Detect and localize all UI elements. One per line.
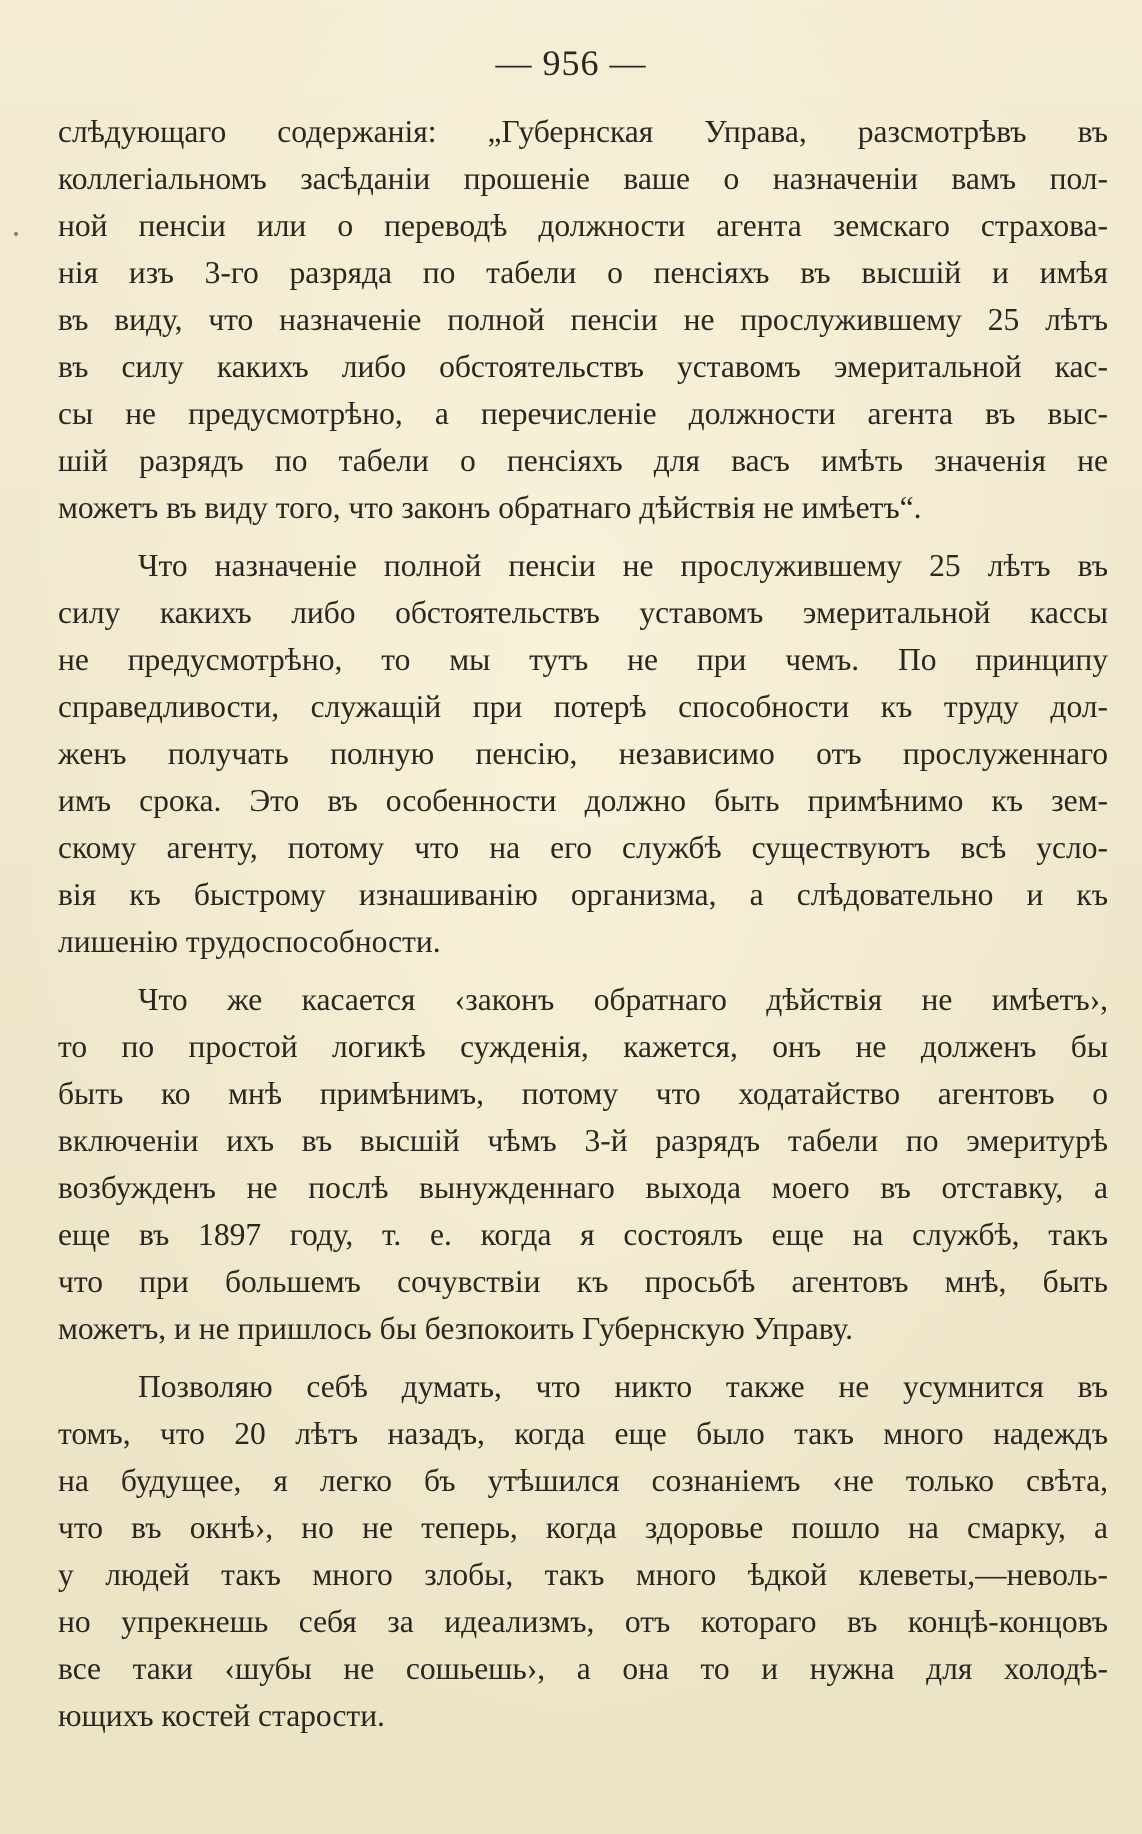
text-line: нія изъ 3-го разряда по табели о пенсіяхъ въ высшій и имѣя: [58, 255, 1108, 290]
text-line: у людей такъ много злобы, такъ много ѣдкой клеветы,—неволь-: [58, 1557, 1108, 1592]
text-line: справедливости, служащій при потерѣ способности къ труду дол-: [58, 689, 1108, 724]
text-line: Что назначеніе полной пенсіи не прослужившему 25 лѣтъ въ: [138, 548, 1108, 583]
text-line: слѣдующаго содержанія: „Губернская Управа, разсмотрѣвъ въ: [58, 114, 1108, 149]
text-line: быть ко мнѣ примѣнимъ, потому что ходатайство агентовъ о: [58, 1076, 1108, 1111]
text-line: Что же касается ‹законъ обратнаго дѣйствія не имѣетъ›,: [138, 982, 1108, 1017]
text-line: въ силу какихъ либо обстоятельствъ уставомъ эмеритальной кас-: [58, 349, 1108, 384]
text-line: все таки ‹шубы не сошьешь›, а она то и нужна для холодѣ-: [58, 1651, 1108, 1686]
paragraph-4: [58, 1363, 1108, 1739]
text-line: томъ, что 20 лѣтъ назадъ, когда еще было такъ много надеждъ: [58, 1416, 1108, 1451]
text-line: что въ окнѣ›, но не теперь, когда здоровье пошло на смарку, а: [58, 1510, 1108, 1545]
text-line: ющихъ костей старости.: [58, 1698, 385, 1733]
text-line: силу какихъ либо обстоятельствъ уставомъ эмеритальной кассы: [58, 595, 1108, 630]
text-line: женъ получать полную пенсію, независимо отъ прослуженнаго: [58, 736, 1108, 771]
text-line: лишенію трудоспособности.: [58, 924, 441, 959]
text-line: включеніи ихъ въ высшій чѣмъ 3-й разрядъ табели по эмеритурѣ: [58, 1123, 1108, 1158]
text-line: еще въ 1897 году, т. е. когда я состоялъ еще на службѣ, такъ: [58, 1217, 1108, 1252]
text-line: въ виду, что назначеніе полной пенсіи не прослужившему 25 лѣтъ: [58, 302, 1108, 337]
text-line: шій разрядъ по табели о пенсіяхъ для васъ имѣть значенія не: [58, 443, 1108, 478]
text-line: можетъ въ виду того, что законъ обратнаго дѣйствія не имѣетъ“.: [58, 490, 922, 525]
text-line: Позволяю себѣ думать, что никто также не усумнится въ: [138, 1369, 1108, 1404]
text-line: на будущее, я легко бъ утѣшился сознаніемъ ‹не только свѣта,: [58, 1463, 1108, 1498]
paragraph-3: [58, 976, 1108, 1352]
text-line: коллегіальномъ засѣданіи прошеніе ваше о назначеніи вамъ пол-: [58, 161, 1108, 196]
paragraph-2: [58, 542, 1108, 965]
text-line: ной пенсіи или о переводѣ должности агента земскаго страхова-: [58, 208, 1108, 243]
text-line: но упрекнешь себя за идеализмъ, отъ котораго въ концѣ-концовъ: [58, 1604, 1108, 1639]
text-line: сы не предусмотрѣно, а перечисленіе должности агента въ выс-: [58, 396, 1108, 431]
text-line: можетъ, и не пришлось бы безпокоить Губернскую Управу.: [58, 1311, 854, 1346]
text-line: то по простой логикѣ сужденія, кажется, онъ не долженъ бы: [58, 1029, 1108, 1064]
text-line: имъ срока. Это въ особенности должно быть примѣнимо къ зем-: [58, 783, 1108, 818]
text-line: скому агенту, потому что на его службѣ существуютъ всѣ усло-: [58, 830, 1108, 865]
body-text: [58, 108, 1108, 1739]
margin-mark: [14, 232, 18, 236]
text-line: вія къ быстрому изнашиванію организма, а слѣдовательно и къ: [58, 877, 1108, 912]
text-line: возбужденъ не послѣ вынужденнаго выхода моего въ отставку, а: [58, 1170, 1108, 1205]
text-line: не предусмотрѣно, то мы тутъ не при чемъ. По принципу: [58, 642, 1108, 677]
paragraph-1: [58, 108, 1108, 531]
page-number: — 956 —: [495, 43, 647, 83]
text-line: что при большемъ сочувствіи къ просьбѣ агентовъ мнѣ, быть: [58, 1264, 1108, 1299]
